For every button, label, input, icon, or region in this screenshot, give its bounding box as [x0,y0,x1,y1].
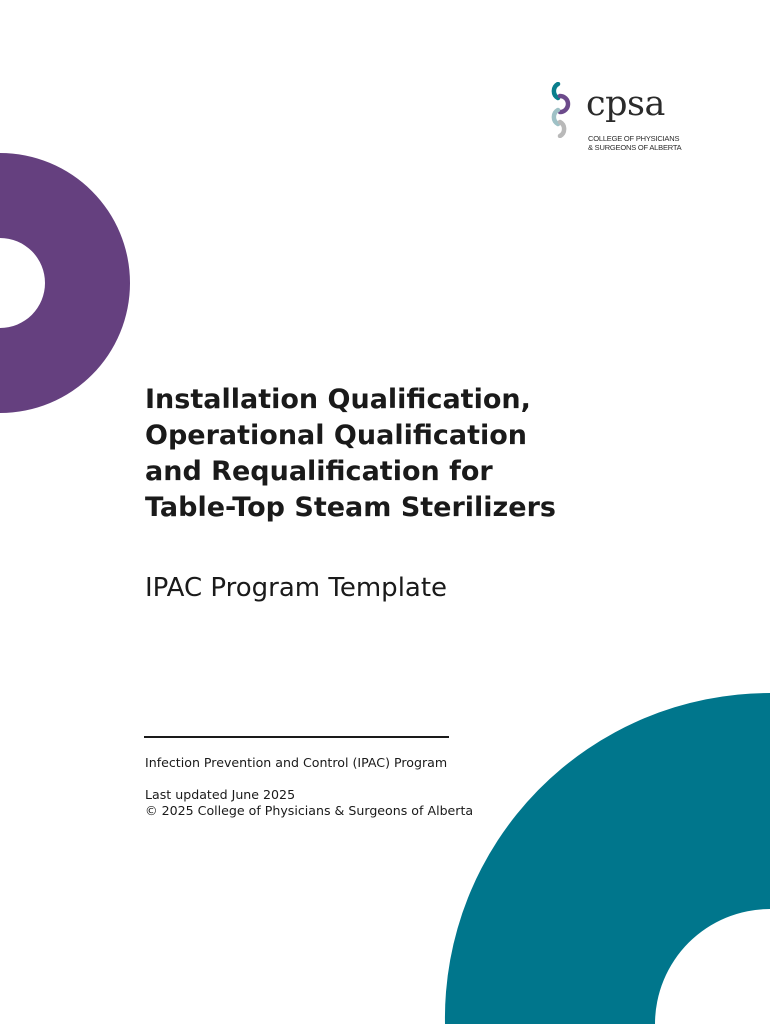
title-line: Operational Qualification [145,420,528,451]
cpsa-logo-mark-icon [548,82,580,138]
title-line: Table-Top Steam Sterilizers [145,492,556,523]
last-updated: Last updated June 2025 [145,787,296,802]
logo-tagline-line1: COLLEGE OF PHYSICIANS [588,134,680,143]
teal-arc-shape [445,693,770,1024]
title-line: Installation Qualification, [145,384,531,415]
cpsa-logo [548,82,698,158]
purple-arc-shape [0,153,130,413]
document-subtitle: IPAC Program Template [145,573,448,603]
logo-tagline-line2: & SURGEONS OF ALBERTA [588,143,682,152]
document-title [145,382,665,526]
program-name: Infection Prevention and Control (IPAC) Program [145,755,448,770]
logo-wordmark: cpsa [586,84,665,124]
copyright-notice: © 2025 College of Physicians & Surgeons of Alberta [145,803,474,818]
title-line: and Requalification for [145,456,493,487]
logo-tagline [588,134,681,152]
divider-line [144,736,449,738]
